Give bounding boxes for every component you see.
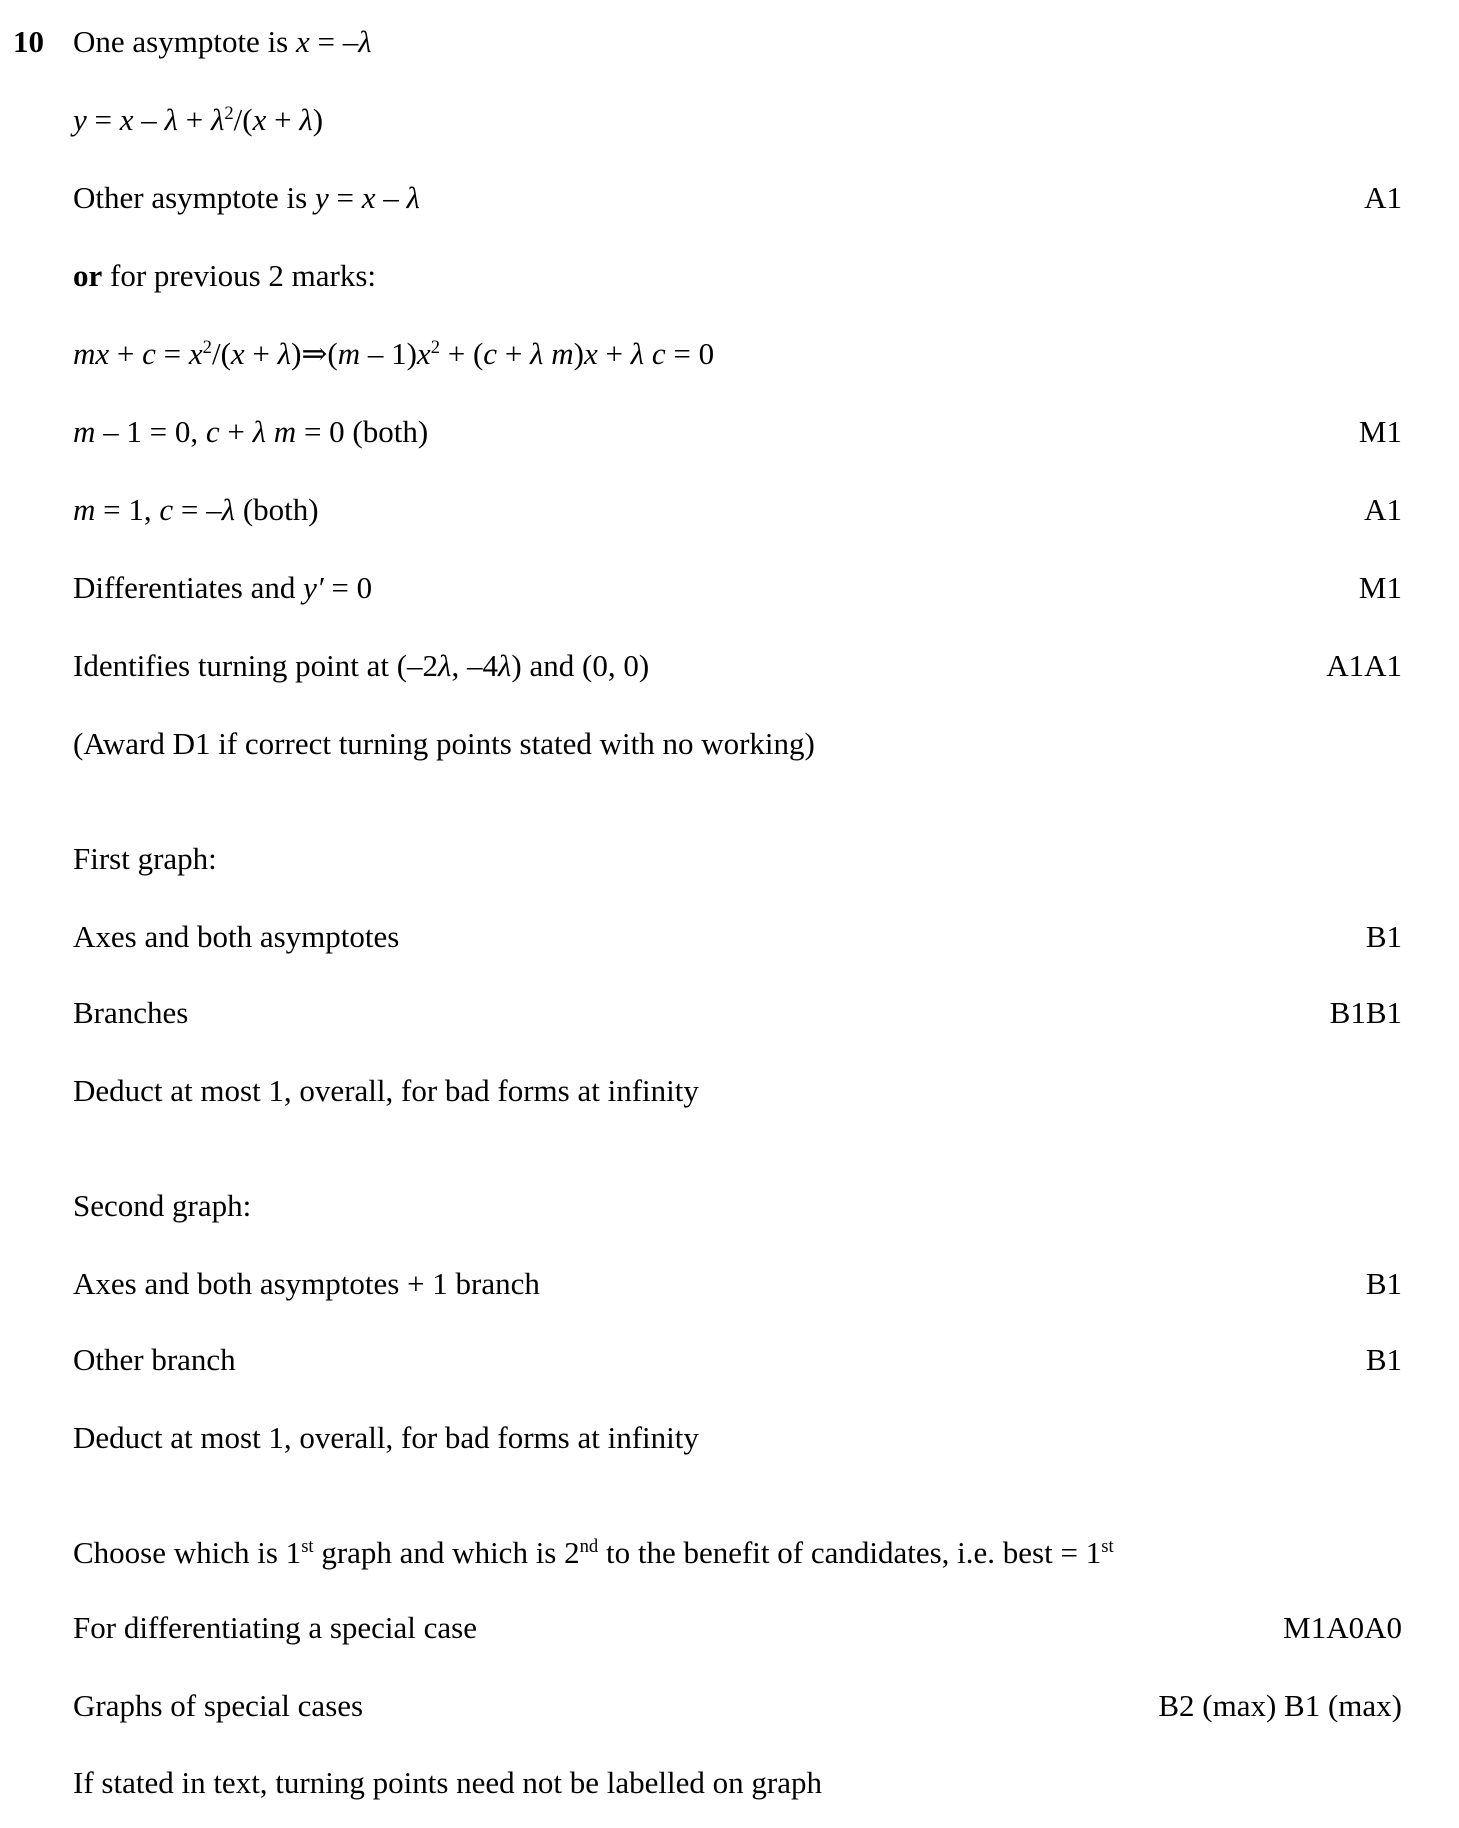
text-segment: Choose which is 1 [73,1535,302,1570]
text-segment: + [244,336,278,371]
text-segment: λ [406,180,420,215]
scheme-line-text [73,1344,236,1375]
scheme-line [0,1690,1459,1730]
scheme-line-text [73,26,372,57]
text-segment: = – [173,492,222,527]
scheme-line [0,843,1459,883]
mark-award: B1 [1365,1266,1402,1301]
mark-award: A1A1 [1326,648,1402,683]
text-segment: λ c [630,336,666,371]
text-segment: x [119,102,134,137]
text-segment: = 1, [95,492,160,527]
scheme-line [0,1767,1459,1807]
text-segment: c [142,336,156,371]
scheme-line [0,1075,1459,1115]
text-segment: λ m [530,336,574,371]
text-segment: + [497,336,531,371]
mark-award: M1 [1358,414,1402,449]
text-segment: = [86,102,120,137]
text-segment: = [155,336,189,371]
text-segment: If stated in text, turning points need not be labelled on graph [73,1765,822,1800]
scheme-line [0,494,1459,534]
text-segment: c [205,414,220,449]
scheme-line-text [73,1537,1114,1568]
text-segment: Differentiates and [73,570,304,605]
text-segment: = – [309,24,359,59]
text-segment: c [483,336,498,371]
scheme-line-text [73,997,188,1028]
text-segment: x [230,336,245,371]
text-segment: + [109,336,143,371]
text-segment: + ( [439,336,484,371]
text-segment: = 0 (both) [296,414,429,449]
text-segment: x [296,24,310,59]
text-segment: Branches [73,995,189,1030]
text-segment: λ [358,24,372,59]
scheme-line [0,1344,1459,1384]
text-segment: x [188,336,203,371]
scheme-line [0,1190,1459,1230]
text-segment: y [73,102,87,137]
mark-award: M1 [1358,570,1402,605]
scheme-line [0,182,1459,222]
text-segment: Second graph: [73,1188,252,1223]
scheme-line [0,104,1459,144]
text-segment: m [73,414,96,449]
text-segment: x [416,336,431,371]
text-segment: – [375,180,407,215]
question-number: 10 [13,24,44,59]
scheme-line [0,338,1459,378]
text-segment: λ [210,102,225,137]
text-segment: – 1 = 0, [95,414,206,449]
scheme-line-text [73,572,372,603]
scheme-line [0,728,1459,768]
text-segment: for previous 2 marks: [102,258,377,293]
text-segment: Deduct at most 1, overall, for bad forms at infinity [73,1073,699,1108]
scheme-line-text [73,843,217,874]
scheme-line-text [73,260,376,291]
text-segment: For differentiating a special case [73,1610,477,1645]
text-segment: m [73,492,96,527]
text-segment: + [177,102,211,137]
scheme-line [0,1537,1459,1577]
scheme-line [0,572,1459,612]
text-segment: = 0 [665,336,715,371]
superscript: 2 [224,102,234,124]
mark-award: B2 (max) B1 (max) [1158,1688,1402,1723]
scheme-line-text [73,650,649,681]
scheme-line [0,1268,1459,1308]
text-segment: x [361,180,376,215]
mark-award: A1 [1364,492,1402,527]
text-segment: Graphs of special cases [73,1688,364,1723]
mark-award: A1 [1364,180,1402,215]
text-segment: ) [312,102,324,137]
superscript: st [301,1535,314,1557]
text-segment: = [328,180,362,215]
text-segment: λ [277,336,292,371]
text-segment: ) and (0, 0) [511,648,650,683]
text-segment: λ [497,648,512,683]
text-segment: One asymptote is [73,24,296,59]
scheme-line-text [73,1190,251,1221]
text-segment: (both) [235,492,319,527]
text-segment: x [252,102,267,137]
scheme-line-text [73,104,323,135]
superscript: 2 [202,336,212,358]
scheme-line-text [73,338,714,369]
text-segment: or [73,258,103,293]
mark-award: B1 [1365,1342,1402,1377]
superscript: 2 [430,336,440,358]
text-segment: y′ [303,570,324,605]
text-segment: First graph: [73,841,217,876]
scheme-line-text [73,182,420,213]
text-segment: /( [233,102,253,137]
scheme-line-text [73,1767,822,1798]
text-segment: ) [573,336,584,371]
text-segment: , –4 [451,648,498,683]
scheme-line [0,997,1459,1037]
scheme-line-text [73,1690,363,1721]
text-segment: (Award D1 if correct turning points stated with no working) [73,726,815,761]
scheme-line [0,921,1459,961]
scheme-line-text [73,1075,699,1106]
text-segment: mx [73,336,110,371]
scheme-line-text [73,494,319,525]
scheme-line [0,416,1459,456]
scheme-line-text [73,1612,477,1643]
scheme-line-text [73,728,815,759]
text-segment: λ [221,492,236,527]
text-segment: – 1) [360,336,417,371]
scheme-line [0,26,1459,66]
text-segment: graph and which is 2 [313,1535,580,1570]
text-segment: λ m [252,414,297,449]
text-segment: λ [438,648,452,683]
mark-award: B1 [1365,919,1402,954]
text-segment: λ [164,102,178,137]
mark-award: B1B1 [1329,995,1402,1030]
text-segment: )⇒( [291,336,338,371]
scheme-line-text [73,416,428,447]
text-segment: Deduct at most 1, overall, for bad forms at infinity [73,1420,699,1455]
text-segment: x [583,336,598,371]
text-segment: Axes and both asymptotes + 1 branch [73,1266,540,1301]
scheme-line [0,1422,1459,1462]
text-segment: = 0 [323,570,373,605]
superscript: nd [579,1535,599,1557]
scheme-line [0,1612,1459,1652]
text-segment: to the benefit of candidates, i.e. best = 1 [598,1535,1102,1570]
text-segment: y [314,180,329,215]
text-segment: – [133,102,165,137]
text-segment: Identifies turning point at (–2 [73,648,439,683]
text-segment: Other asymptote is [73,180,315,215]
text-segment: + [597,336,631,371]
text-segment: λ [299,102,313,137]
scheme-line [0,650,1459,690]
text-segment: + [219,414,253,449]
scheme-line-text [73,921,399,952]
text-segment: Axes and both asymptotes [73,919,400,954]
mark-award: M1A0A0 [1283,1610,1402,1645]
text-segment: c [159,492,174,527]
text-segment: /( [211,336,231,371]
scheme-line-text [73,1268,540,1299]
scheme-line [0,260,1459,300]
scheme-line-text [73,1422,699,1453]
text-segment: m [337,336,361,371]
text-segment: Other branch [73,1342,236,1377]
text-segment: + [266,102,300,137]
superscript: st [1101,1535,1114,1557]
